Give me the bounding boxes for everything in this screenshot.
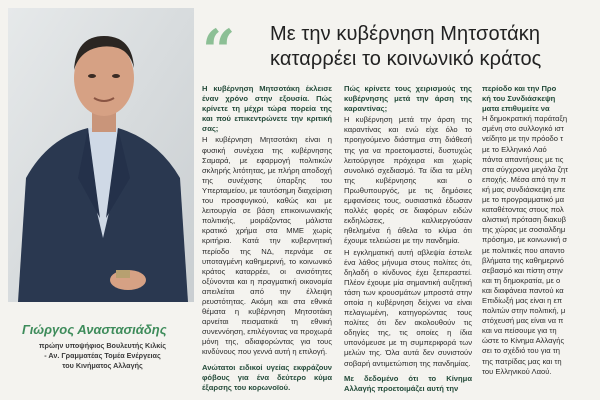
headline-line: Με την κυβέρνηση Μητσοτάκη — [270, 23, 541, 45]
answer-line: και να πείσουμε για τη — [482, 326, 557, 336]
answer-line: του Ελληνικού Λαού. — [482, 366, 552, 376]
question: Η κυβέρνηση Μητσοτάκη έκλεισε έναν χρόνο στην εξουσία. Πώς κρίνετε τη μέχρι τώρα πορεία της και πού επικεντρώνετε την κριτική σας; — [202, 84, 332, 134]
answer-line: σμένη στο συλλογικό ιστ — [482, 124, 564, 134]
answer-line: με το προγραμματικό μα — [482, 195, 565, 205]
article-column-2 — [344, 84, 472, 395]
article-column-3 — [482, 84, 600, 377]
headline — [270, 22, 595, 72]
article-column-1 — [202, 84, 332, 394]
answer-line: ώστε το Κίνημα Αλλαγής — [482, 336, 565, 346]
headline-line: καταρρέει το κοινωνικό κράτος — [270, 48, 542, 70]
question-line: περίοδο και την Προ — [482, 84, 557, 93]
answer-line: της πατρίδας μας και τη — [482, 356, 562, 366]
answer-paragraph: Η κυβέρνηση Μητσοτάκη είναι η φυσική συνέχεια της κυβέρνησης Σαμαρά, με εφαρμογή πολιτικών σκληρής λιτότητας, με πλήρη αποδοχή της συνέχισης ύπαρξης του Υπερταμείου, με ταυτόσημη διαχείριση του προσφυγικού, καθώς και με λειτουργία σε βάση επικοινωνιακής πολιτικής, μοιράζοντας μάλιστα κρατικό χρήμα στα ΜΜΕ χωρίς κριτήρια. Κατά την κυβερνητική περίοδο της ΝΔ, περνάμε σε υποταγμένη καθημερινή, το κοινωνικό κράτος καταρρέει, οι ανισότητες οξύνονται και η πραγματική οικονομία απειλείται από την έλλειψη ρευστότητας. Ακόμη και στα εθνικά θέματα η κυβέρνηση Μητσοτάκη αρνείται πεισματικά τη εθνική συνεννόηση, επιλέγοντας να προχωρά μόνη της, αδιαφορώντας για τους κινδύνους που γεννά αυτή η επιλογή. — [202, 135, 332, 357]
question: Με δεδομένο ότι το Κίνημα Αλλαγής προετοιμάζει αυτή την — [344, 373, 472, 393]
question-line: ματα επιθυμείτε να — [482, 104, 550, 114]
portrait-illustration — [8, 8, 194, 302]
caption-line: πρώην υποψήφιος Βουλευτής Κιλκίς — [39, 341, 166, 350]
question: Πώς κρίνετε τους χειρισμούς της κυβέρνησης μετά την άρση της καραντίνας; — [344, 84, 472, 114]
answer-line: πρόσημο, με κοινωνική σ — [482, 235, 568, 245]
answer-line: καταθέτοντας στους πολ — [482, 205, 564, 215]
person-caption — [10, 341, 195, 371]
answer-line: σεβασμό και πίστη στην — [482, 265, 563, 275]
answer-line: νείδητο με την πρόοδο τ — [482, 134, 564, 144]
question-line: κή του Συνδιάσκεψη — [482, 94, 556, 104]
answer-line: και διαφάνεια παντού κα — [482, 285, 564, 295]
answer-line: πάντα απαντήσεις με τις — [482, 154, 564, 164]
answer-line: με πολιτικές που απαντο — [482, 245, 565, 255]
portrait-photo — [8, 8, 194, 302]
answer-paragraph: Η εγκληματική αυτή αβλεψία έστειλε ένα λάθος μήνυμα στους πολίτες ότι, δηλαδή ο κίνδυνος έχει ξεπεραστεί. Πλέον έχουμε μία σημαντική αυξητική τάση των κρουσμάτων μπροστά στην οποία η κυβέρνηση δείχνει να είναι πελαγωμένη, κατηγορώντας τους πολίτες ότι δεν ακολουθούν τις οδηγίες της, τις οποίες η ίδια υπονόμευσε με τη συμπεριφορά των μελών της. Όλα αυτά δεν συνιστούν σοβαρή αντιμετώπιση της πανδημίας. — [344, 247, 472, 368]
answer-line: και τη δημοκρατία, με ο — [482, 275, 561, 285]
caption-line: του Κινήματος Αλλαγής — [62, 361, 143, 370]
answer-line: πολιτών στην πολιτική, μ — [482, 306, 566, 316]
quote-icon: “ — [202, 17, 236, 85]
person-name: Γιώργος Αναστασιάδης — [22, 322, 167, 337]
answer-line: της χώρας με σοσιαλδημ — [482, 225, 566, 235]
question: Ανώτατοι ειδικοί υγείας εκφράζουν φόβους για ένα δεύτερο κύμα έξαρσης του κορωνοϊού. — [202, 362, 332, 392]
answer-line: βλήματα της καθημερινό — [482, 255, 564, 265]
answer-line: αλιστική πρόταση διακυβ — [482, 215, 566, 225]
answer-line: Η δημοκρατική παράταξη — [482, 114, 568, 124]
answer-line: με το Ελληνικό Λαό — [482, 144, 547, 154]
answer-paragraph: Η κυβέρνηση μετά την άρση της καραντίνας και ενώ είχε όλο το προηγούμενο διάστημα στη διάθεσή της για να προετοιμαστεί, δυστυχώς λειτούργησε πρόχειρα και χωρίς συνολικό σχεδιασμό. Τα ίδια τα μέλη της κυβέρνησης και ο Πρωθυπουργός, με τις δημόσιες εμφανίσεις τους, ουσιαστικά έδωσαν πολλές φορές σε διαφόρων ειδών εκδηλώσεις, καλλιεργούσαν ηθελημένα ή άθελα το κλίμα ότι έχουμε τελειώσει με την πανδημία. — [344, 115, 472, 246]
answer-line: Επιδίωξή μας είναι η επ — [482, 295, 563, 305]
answer-line: εποχής. Μέσα από την π — [482, 174, 566, 184]
answer-line: στα σύγχρονα μεγάλα ζητ — [482, 164, 569, 174]
answer-line: στόχευσή μας είναι να π — [482, 316, 564, 326]
answer-line: σει το σχέδιό του για τη — [482, 346, 560, 356]
caption-line: - Αν. Γραμματέας Τομέα Ενέργειας — [44, 351, 161, 360]
answer-line: κή μας συνδιάσκεψη επε — [482, 184, 566, 194]
